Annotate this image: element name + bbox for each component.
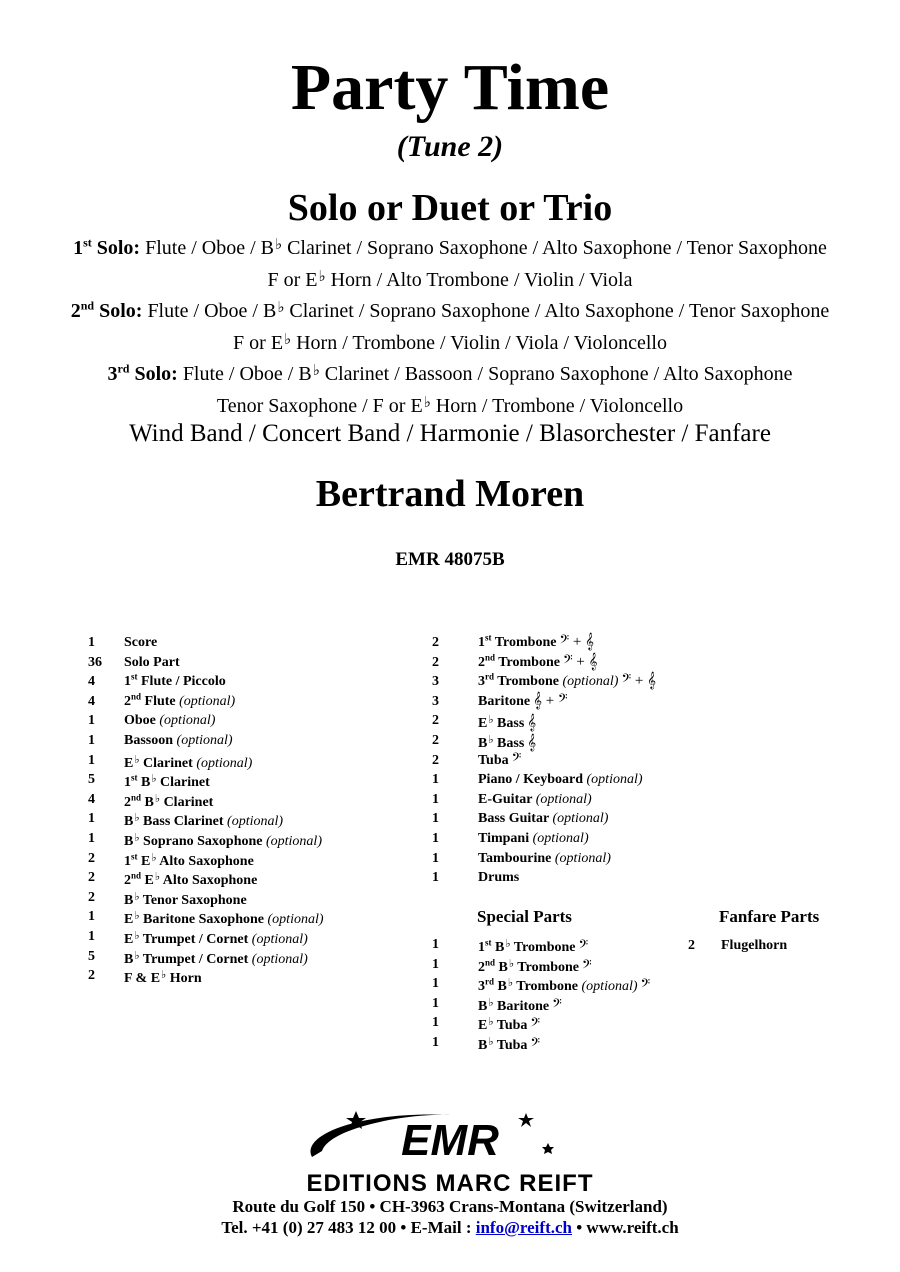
logo-star-right (518, 1113, 534, 1127)
part-name: Bass Guitar (optional) (478, 811, 609, 827)
optional-marker: (optional) (196, 755, 253, 771)
clef-icon: 𝄢 + 𝄞 (562, 653, 598, 670)
part-quantity: 2 (432, 752, 439, 768)
optional-marker: (optional) (265, 833, 322, 849)
part-name: B♭ Tuba 𝄢 (478, 1035, 541, 1053)
clef-icon: 𝄞 (527, 715, 537, 732)
part-name: 2nd Trombone 𝄢 + 𝄞 (478, 651, 598, 670)
part-name: 1st Trombone 𝄢 + 𝄞 (478, 632, 594, 650)
part-name: Baritone 𝄞 + 𝄢 (478, 692, 568, 709)
clef-icon: 𝄢 (582, 958, 592, 975)
instrumentation-heading: Solo or Duet or Trio (287, 187, 613, 229)
solo-3-line-1: 3rd Solo: Flute / Oboe / B♭ Clarinet / Bassoon / Soprano Saxophone / Alto Saxophone (107, 361, 793, 385)
part-quantity: 1 (88, 752, 95, 768)
optional-marker: (optional) (562, 674, 619, 690)
part-name: Timpani (optional) (478, 830, 589, 846)
part-quantity: 2 (88, 870, 95, 886)
title: Party Time (290, 51, 610, 124)
optional-marker: (optional) (532, 830, 589, 846)
part-name: 1st E♭ Alto Saxophone (124, 850, 254, 869)
optional-marker: (optional) (159, 713, 216, 729)
part-name: 1st Flute / Piccolo (124, 671, 226, 690)
part-name: B♭ Baritone 𝄢 (478, 996, 562, 1014)
solo-2-line-1: 2nd Solo: Flute / Oboe / B♭ Clarinet / Soprano Saxophone / Alto Saxophone / Tenor Saxophone (70, 298, 830, 322)
part-name: 3rd B♭ Trombone (optional) 𝄢 (478, 976, 651, 995)
clef-icon: 𝄢 (511, 751, 522, 768)
fanfare-parts-heading: Fanfare Parts (719, 907, 820, 926)
optional-marker: (optional) (267, 912, 324, 928)
part-quantity: 2 (88, 889, 95, 905)
part-quantity: 4 (88, 693, 95, 709)
publisher-name: EDITIONS MARC REIFT (306, 1170, 594, 1197)
part-name: Drums (478, 870, 520, 886)
part-quantity: 2 (88, 850, 95, 866)
optional-marker: (optional) (251, 931, 308, 947)
publisher-contact: Tel. +41 (0) 27 483 12 00 • E-Mail : info@reift.ch • www.reift.ch (221, 1218, 679, 1237)
part-name: B♭ Trumpet / Cornet (optional) (124, 949, 308, 967)
part-quantity: 1 (432, 937, 439, 952)
emr-logo (300, 1105, 600, 1165)
part-quantity: 1 (88, 732, 95, 748)
clef-icon: 𝄞 (527, 734, 537, 751)
part-name: Bassoon (optional) (124, 732, 233, 748)
clef-icon: 𝄢 (530, 1017, 541, 1034)
part-name: E♭ Baritone Saxophone (optional) (124, 910, 324, 928)
clef-icon: 𝄢 (578, 939, 589, 955)
part-quantity: 1 (88, 811, 95, 827)
solo-1-line-1: 1st Solo: Flute / Oboe / B♭ Clarinet / Soprano Saxophone / Alto Saxophone / Tenor Saxophone (73, 235, 827, 259)
catalog-code: EMR 48075B (395, 549, 505, 570)
optional-marker: (optional) (554, 850, 611, 866)
clef-icon: 𝄢 + 𝄞 (621, 673, 656, 690)
clef-icon: 𝄢 + 𝄞 (559, 634, 594, 650)
part-quantity: 3 (432, 693, 439, 709)
part-quantity: 5 (88, 772, 95, 788)
part-name: Oboe (optional) (124, 713, 216, 729)
part-quantity: 2 (688, 938, 695, 953)
part-quantity: 1 (432, 976, 439, 992)
part-name: Tambourine (optional) (478, 850, 611, 866)
part-name: E♭ Bass 𝄞 (478, 714, 537, 732)
clef-icon: 𝄢 (640, 978, 651, 995)
part-quantity: 36 (88, 654, 102, 670)
optional-marker: (optional) (535, 791, 592, 807)
part-name: 2nd E♭ Alto Saxophone (124, 870, 258, 889)
logo-text: EMR (401, 1116, 499, 1165)
part-quantity: 1 (432, 850, 439, 866)
optional-marker: (optional) (552, 811, 609, 827)
solo-3-line-2: Tenor Saxophone / F or E♭ Horn / Trombone / Violoncello (216, 394, 684, 417)
optional-marker: (optional) (581, 979, 638, 995)
part-quantity: 2 (432, 635, 439, 650)
part-quantity: 1 (88, 830, 95, 846)
optional-marker: (optional) (251, 951, 308, 967)
part-quantity: 3 (432, 674, 439, 690)
part-name: 1st B♭ Clarinet (124, 772, 210, 791)
part-name: 3rd Trombone (optional) 𝄢 + 𝄞 (478, 671, 656, 690)
part-quantity: 1 (432, 772, 439, 788)
part-name: E-Guitar (optional) (478, 791, 592, 807)
part-quantity: 1 (432, 956, 439, 972)
part-name: 1st B♭ Trombone 𝄢 (478, 937, 589, 955)
part-name: B♭ Tenor Saxophone (124, 890, 247, 908)
part-quantity: 1 (432, 995, 439, 1011)
part-name: B♭ Soprano Saxophone (optional) (124, 831, 322, 849)
band-types: Wind Band / Concert Band / Harmonie / Blasorchester / Fanfare (129, 420, 771, 447)
part-quantity: 4 (88, 791, 95, 807)
email-link[interactable]: info@reift.ch (475, 1218, 572, 1237)
part-quantity: 1 (432, 811, 439, 827)
part-name: Tuba 𝄢 (478, 751, 522, 768)
part-name: 2nd B♭ Clarinet (124, 792, 214, 810)
part-quantity: 2 (432, 732, 439, 748)
composer: Bertrand Moren (315, 473, 585, 515)
part-quantity: 1 (432, 1034, 439, 1050)
part-name: Solo Part (124, 654, 180, 670)
part-name: Piano / Keyboard (optional) (478, 772, 643, 788)
part-quantity: 1 (432, 791, 439, 807)
part-quantity: 1 (432, 1015, 439, 1031)
clef-icon: 𝄢 (530, 1036, 541, 1053)
part-name: E♭ Clarinet (optional) (124, 753, 253, 771)
part-name: Score (124, 635, 158, 650)
optional-marker: (optional) (179, 693, 236, 709)
part-quantity: 1 (88, 928, 95, 944)
part-name: E♭ Tuba 𝄢 (478, 1016, 541, 1034)
part-quantity: 1 (88, 909, 95, 925)
part-quantity: 4 (88, 674, 95, 690)
clef-icon: 𝄞 + 𝄢 (533, 692, 568, 709)
part-name: 2nd Flute (optional) (124, 691, 236, 709)
part-name: B♭ Bass Clarinet (optional) (124, 812, 284, 830)
part-quantity: 5 (88, 948, 95, 964)
solo-2-line-2: F or E♭ Horn / Trombone / Violin / Viola / Violoncello (233, 331, 667, 354)
part-quantity: 1 (432, 830, 439, 846)
publisher-address: Route du Golf 150 • CH-3963 Crans-Montana (Switzerland) (232, 1197, 668, 1216)
part-name: F & E♭ Horn (124, 969, 202, 987)
part-quantity: 1 (432, 870, 439, 886)
part-name: B♭ Bass 𝄞 (478, 733, 537, 751)
optional-marker: (optional) (227, 814, 284, 830)
special-parts-heading: Special Parts (477, 907, 572, 926)
optional-marker: (optional) (586, 772, 643, 788)
part-quantity: 1 (88, 713, 95, 729)
part-name: E♭ Trumpet / Cornet (optional) (124, 929, 308, 947)
logo-star-small (542, 1143, 554, 1154)
optional-marker: (optional) (176, 732, 233, 748)
clef-icon: 𝄢 (552, 997, 562, 1014)
part-quantity: 2 (432, 654, 439, 670)
solo-1-line-2: F or E♭ Horn / Alto Trombone / Violin / Viola (267, 268, 633, 291)
part-quantity: 2 (88, 968, 95, 984)
part-name: Flugelhorn (721, 938, 788, 953)
part-quantity: 2 (432, 713, 439, 729)
part-quantity: 1 (88, 635, 95, 650)
solo-instrument-list (0, 231, 900, 420)
part-name: 2nd B♭ Trombone 𝄢 (478, 956, 592, 975)
subtitle: (Tune 2) (396, 130, 504, 163)
